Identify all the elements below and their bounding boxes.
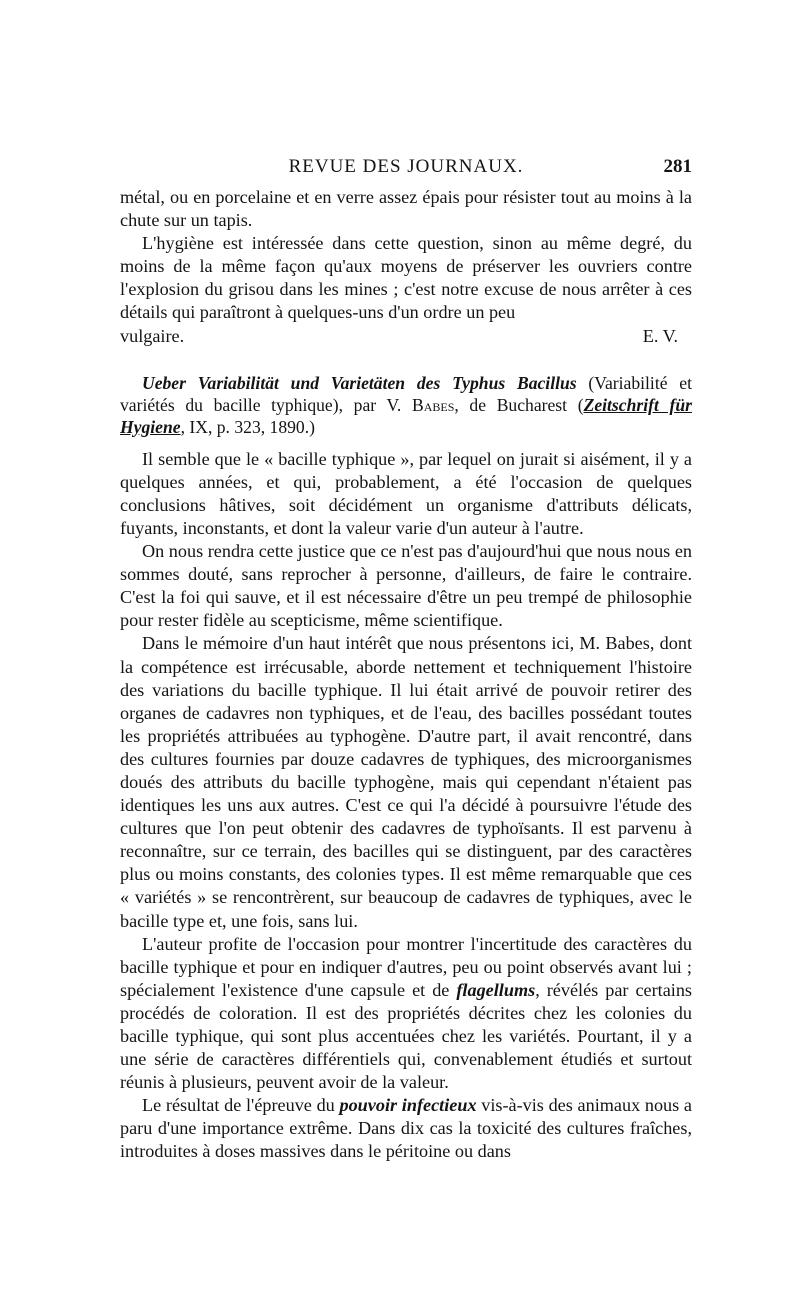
article-title: Ueber Variabilität und Varietäten des Typhus Bacillus xyxy=(142,372,577,393)
infectieux-term: pouvoir infectieux xyxy=(339,1095,477,1116)
running-title: REVUE DES JOURNAUX. xyxy=(288,156,524,177)
flagellums-text-after: , révélés par certains procédés de coloration. Il est des propriétés décrites chez les colonies du bacille typhique, qui sont plus accentuées chez les variétés. Pourtant, il y a une série de caractères différentiels qui, convenablement étudiés et surtout réunis à plusieurs, peuvent avoir de la valeur. xyxy=(120,979,692,1093)
last-word: vulgaire. xyxy=(120,325,185,346)
paragraph-justice: On nous rendra cette justice que ce n'est pas d'aujourd'hui que nous nous en sommes douté, sans reprocher à personne, d'ailleurs, de faire le contraire. C'est la foi qui sauve, et il est nécessaire d'être un peu trempé de philosophie pour rester fidèle au scepticisme, même scientifique. xyxy=(120,541,692,631)
journal-citation: , IX, p. 323, 1890.) xyxy=(180,416,315,437)
signature-line xyxy=(120,325,692,348)
article-author-place: , de Bucharest ( xyxy=(454,394,584,415)
article-author: Babes xyxy=(411,394,455,415)
author-initials: E. V. xyxy=(642,325,678,346)
paragraph-bacille: Il semble que le « bacille typhique », par lequel on jurait si aisément, il y a quelques années, et qui, probablement, a été l'occasion de quelques conclusions hâtives, soit décidément un organisme d'attributs délicats, fuyants, inconstants, et dont la valeur varie d'un auteur à l'autre. xyxy=(120,448,692,538)
infectieux-text-after: vis-à-vis des animaux nous a paru d'une importance extrême. Dans dix cas la toxicité des cultures fraîches, introduites à doses massives dans le péritoine ou dans xyxy=(120,1095,692,1162)
section-gap xyxy=(120,348,692,372)
page-body xyxy=(120,186,692,1164)
article-reference xyxy=(120,372,692,438)
article-title-translation: (Variabilité et variétés du bacille typhique), par V. xyxy=(120,372,692,415)
reference-gap xyxy=(120,438,692,448)
infectieux-text-before: Le résultat de l'épreuve du xyxy=(142,1095,340,1116)
paragraph-flagellums xyxy=(120,933,692,1095)
paragraph-memoire: Dans le mémoire d'un haut intérêt que nous présentons ici, M. Babes, dont la compétence est irrécusable, aborde nettement et techniquement l'histoire des variations du bacille typhique. Il lui était arrivé de pouvoir retirer des organes de cadavres non typhiques, et de l'eau, des bacilles possédant toutes les propriétés attribuées au typhogène. D'autre part, il avait rencontré, dans des cultures fournies par douze cadavres de typhiques, des microorganismes doués des attributs du bacille typhogène, mais qui cependant n'étaient pas identiques les uns aux autres. C'est ce qui l'a décidé à poursuivre l'étude des cultures que l'on peut obtenir des cadavres de typhoïsants. Il est parvenu à reconnaître, sur ce terrain, des bacilles qui se distinguent, par des caractères plus ou moins constants, des colonies types. Il est même remarquable que ces « variétés » se rencontrèrent, sur beaucoup de cadavres de typhiques, avec le bacille type et, une fois, sans lui. xyxy=(120,633,692,931)
hygiene-paragraph: L'hygiène est intéressée dans cette question, sinon au même degré, du moins de la même façon qu'aux moyens de préserver les ouvriers contre l'explosion du grisou dans les mines ; c'est notre excuse de nous arrêter à ces détails qui paraîtront à quelques-uns d'un ordre un peu xyxy=(120,233,692,323)
page-header xyxy=(120,150,692,180)
flagellums-term: flagellums xyxy=(456,979,536,1000)
flagellums-text-before: L'auteur profite de l'occasion pour montrer l'incertitude des caractères du bacille typhique et pour en indiquer d'autres, peu ou point observés avant lui ; spécialement l'existence d'une capsule et de xyxy=(120,933,692,1000)
journal-name: Zeitschrift für Hygiene xyxy=(120,394,692,437)
paragraph-pouvoir-infectieux xyxy=(120,1094,692,1163)
continued-paragraph: métal, ou en porcelaine et en verre assez épais pour résister tout au moins à la chute sur un tapis. xyxy=(120,187,692,231)
page-number: 281 xyxy=(663,156,692,177)
